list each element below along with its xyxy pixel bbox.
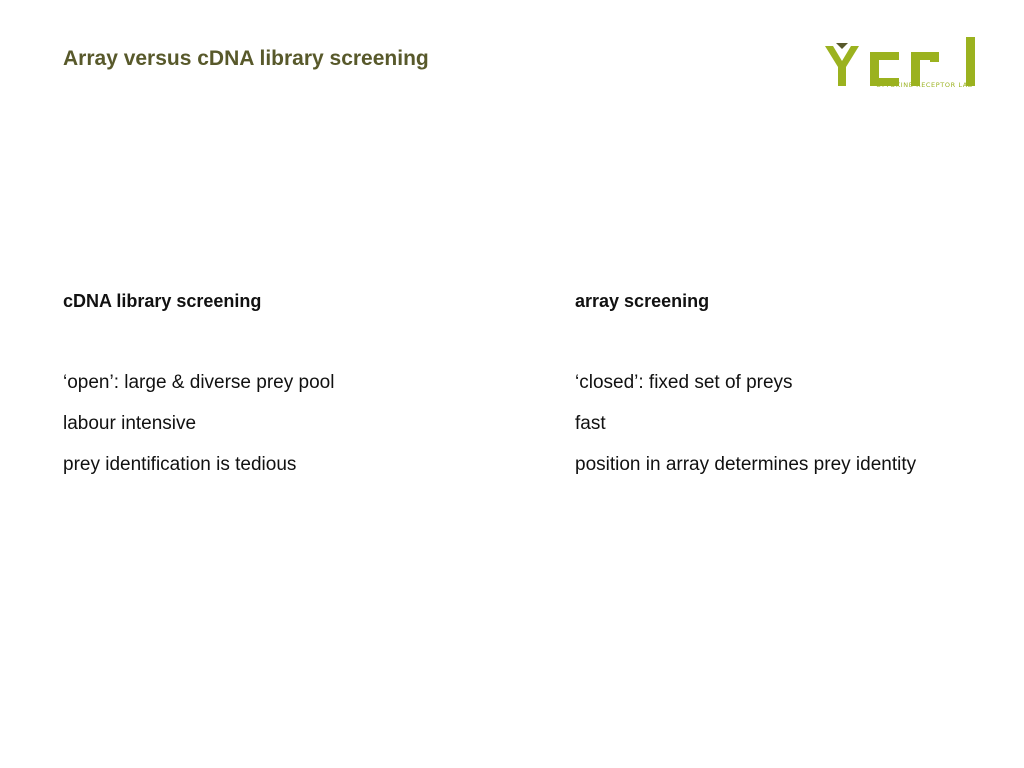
list-item: ‘closed’: fixed set of preys <box>575 372 793 393</box>
cdna-library-column <box>63 288 503 493</box>
list-item: fast <box>575 413 606 434</box>
logo-subtitle: CYTOKINE RECEPTOR LAB <box>876 81 973 89</box>
list-item: position in array determines prey identity <box>575 454 917 475</box>
array-screening-column <box>575 288 1015 493</box>
cytokine-receptor-lab-logo <box>822 34 982 92</box>
column-heading: cDNA library screening <box>63 291 262 311</box>
column-heading: array screening <box>575 291 710 311</box>
list-item: labour intensive <box>63 413 197 434</box>
list-item: prey identification is tedious <box>63 454 297 475</box>
list-item: ‘open’: large & diverse prey pool <box>63 372 335 393</box>
column-item-list <box>575 370 1015 493</box>
slide-title: Array versus cDNA library screening <box>63 47 429 70</box>
column-item-list <box>63 370 503 493</box>
